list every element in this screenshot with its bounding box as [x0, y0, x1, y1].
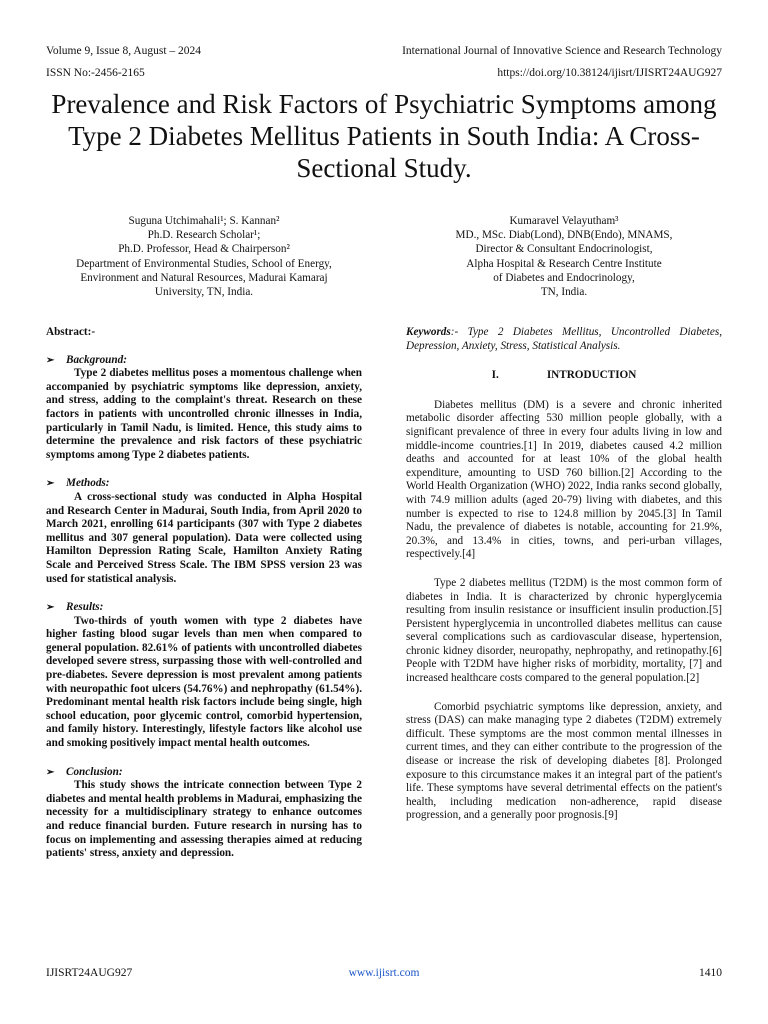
- keywords: Keywords:- Type 2 Diabetes Mellitus, Uncontrolled Diabetes, Depression, Anxiety, Stress, Statistical Analysis.: [406, 326, 722, 352]
- volume-issue: Volume 9, Issue 8, August – 2024: [46, 45, 202, 57]
- affiliation-line: Suguna Utchimahali¹; S. Kannan²: [128, 215, 280, 227]
- affiliation-line: of Diabetes and Endocrinology,: [493, 271, 635, 284]
- affiliation-left: [46, 214, 362, 299]
- arrow-bullet-icon: ➢: [46, 766, 55, 778]
- footer-paper-id: IJISRT24AUG927: [46, 967, 133, 979]
- introduction-heading: [406, 369, 722, 383]
- affiliation-right: [406, 214, 722, 299]
- doi-link[interactable]: https://doi.org/10.38124/ijisrt/IJISRT24AUG927: [497, 67, 722, 79]
- issn: ISSN No:-2456-2165: [46, 67, 145, 79]
- results-heading: ➢ Results:: [46, 601, 104, 614]
- affiliation-line: Ph.D. Professor, Head & Chairperson²: [118, 243, 290, 256]
- abstract-label: Abstract:-: [46, 326, 96, 338]
- background-text: Type 2 diabetes mellitus poses a momentous challenge when accompanied by psychiatric symptoms like depression, anxiety, and stress, adding to the complaint's threat. Research on these factors in patients with uncontrolled chronic illnesses in India, particularly in Tamil Nadu, is limited. Hence, this study aims to determine the prevalence and risk factors of these psychiatric symptoms among Type 2 diabetes patients.: [46, 367, 362, 461]
- arrow-bullet-icon: ➢: [46, 354, 55, 366]
- section-number: I.: [491, 369, 499, 382]
- arrow-bullet-icon: ➢: [46, 602, 55, 614]
- footer-website-link[interactable]: www.ijisrt.com: [348, 967, 420, 979]
- affiliation-line: Department of Environmental Studies, School of Energy,: [76, 257, 332, 270]
- conclusion-text: This study shows the intricate connection between Type 2 diabetes and mental health problems in Madurai, emphasizing the necessity for a multidisciplinary strategy to enhance outcomes and reduce financial burden. Future research in nursing has to focus on implementing and assessing therapies aimed at reducing patients' stress, anxiety and depression.: [46, 779, 362, 860]
- arrow-bullet-icon: ➢: [46, 478, 55, 490]
- methods-heading: ➢ Methods:: [46, 477, 110, 490]
- affiliation-line: University, TN, India.: [154, 286, 254, 299]
- methods-text: A cross-sectional study was conducted in Alpha Hospital and Research Center in Madurai, South India, from April 2020 to March 2021, enrolling 614 participants (307 with Type 2 diabetes mellitus and 307 general population). Data were collected using Hamilton Depression Rating Scale, Hamilton Anxiety Rating Scale and Perceived Stress Scale. The IBM SPSS version 23 was used for statistical analysis.: [46, 490, 362, 585]
- affiliation-line: MD., MSc. Diab(Lond), DNB(Endo), MNAMS,: [455, 229, 673, 242]
- intro-paragraph-3: Comorbid psychiatric symptoms like depression, anxiety, and stress (DAS) can make managing type 2 diabetes (T2DM) extremely difficult. These symptoms are the most common mental illnesses in current times, and they can either contribute to the progression of the disease or increase the risk of developing diabetes [8]. Prolonged exposure to this circumstance makes it an integral part of the patient's life. These symptoms have several detrimental effects on the patient's health, including medication non-adherence, rapid disease progression, and a generally poor prognosis.[9]: [406, 700, 722, 822]
- section-title: INTRODUCTION: [546, 369, 637, 382]
- background-heading: ➢ Background:: [46, 353, 127, 366]
- affiliation-line: Kumaravel Velayutham³: [509, 215, 619, 227]
- left-column: [46, 326, 362, 861]
- affiliation-line: Director & Consultant Endocrinologist,: [475, 243, 653, 256]
- affiliation-line: TN, India.: [540, 286, 588, 299]
- results-text: Two-thirds of youth women with type 2 diabetes have higher fasting blood sugar levels than men when compared to general population. 82.61% of patients with uncontrolled diabetes developed severe stress, surpassing those with well-controlled and pre-diabetes. Severe depression is most prevalent among patients with neuropathic foot ulcers (54.76%) and nephropathy (61.54%). Predominant mental health risk factors include being single, high school education, poor glycemic control, comorbid hypertension, and family history. Interestingly, lifestyle factors like alcohol use and smoking positively impact mental health outcomes.: [46, 614, 362, 750]
- right-column: [406, 326, 722, 823]
- affiliation-line: Environment and Natural Resources, Madurai Kamaraj: [80, 271, 328, 284]
- page-number: 1410: [699, 967, 722, 979]
- intro-paragraph-2: Type 2 diabetes mellitus (T2DM) is the most common form of diabetes in India. It is characterized by chronic hyperglycemia resulting from insulin resistance or insufficient insulin production.[5] Persistent hyperglycemia in uncontrolled diabetes mellitus can cause several complications such as cardiovascular disease, hypertension, chronic kidney disorder, neuropathy, nephropathy, and retinopathy.[6] People with T2DM have higher risks of morbidity, mortality, [7] and increased healthcare costs compared to the general population.[2]: [406, 576, 722, 685]
- conclusion-heading: ➢ Conclusion:: [46, 765, 123, 778]
- affiliation-line: Alpha Hospital & Research Centre Institute: [466, 257, 662, 270]
- paper-title: Prevalence and Risk Factors of Psychiatric Symptoms among Type 2 Diabetes Mellitus Patients in South India: A Cross-Sectional Study.: [51, 89, 717, 183]
- intro-paragraph-1: Diabetes mellitus (DM) is a severe and chronic inherited metabolic disorder affecting 530 million people globally, with a significant prevalence of three in every four adults living in low and middle-income countries.[1] In 2019, diabetes caused 4.2 million deaths and accounted for at least 10% of the global health expenditure, amounting to USD 760 billion.[2] According to the World Health Organization (WHO) 2022, India ranks second globally, with 74.9 million adults (aged 20-79) living with diabetes, and this number is expected to rise to 124.8 million by 2045.[3] In Tamil Nadu, the prevalence of diabetes is notable, accounting for 21.9%, 20.3%, and 13.4% in cities, towns, and peri-urban villages, respectively.[4]: [406, 398, 722, 561]
- journal-name: International Journal of Innovative Science and Research Technology: [402, 45, 722, 57]
- affiliation-line: Ph.D. Research Scholar¹;: [147, 229, 261, 242]
